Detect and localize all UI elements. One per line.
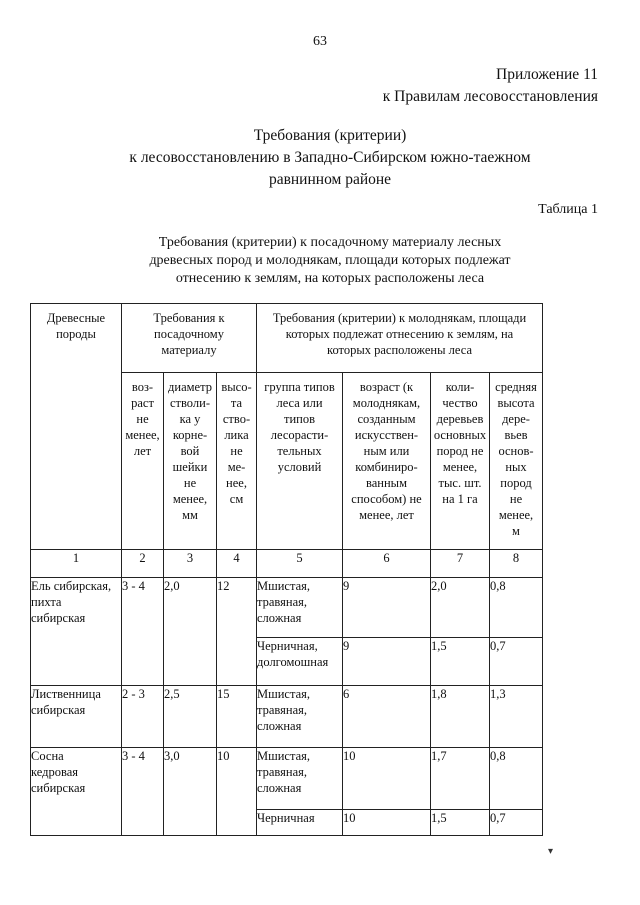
caption-line: древесных пород и молоднякам, площади которых подлежат [149, 253, 511, 268]
species-cell [31, 686, 122, 748]
cell-line: менее, [172, 492, 208, 506]
young-age-cell: 9 [343, 638, 431, 686]
cell-line: ка у [179, 412, 201, 426]
header-age [122, 373, 164, 550]
cell-line: не [136, 412, 149, 426]
cell-line: Ель сибирская, [31, 579, 112, 593]
cell-line: пихта [31, 595, 62, 609]
column-number: 2 [122, 550, 164, 578]
diameter-cell: 2,5 [164, 686, 217, 748]
column-number: 5 [257, 550, 343, 578]
cell-line: которых расположены леса [327, 343, 472, 357]
cell-line: не [509, 492, 523, 506]
cell-line: типов [284, 412, 315, 426]
header-species [31, 304, 122, 550]
cell-line: сибирская [31, 703, 86, 717]
cell-line: созданным [357, 412, 416, 426]
cell-line: травяная, [257, 595, 308, 609]
cell-line: не [230, 444, 243, 458]
average-height-cell: 0,8 [490, 748, 543, 810]
cell-line: сибирская [31, 781, 86, 795]
cell-line: материалу [161, 343, 217, 357]
page-number: 63 [313, 34, 327, 49]
column-numbers-row [31, 550, 543, 578]
forest-type-cell [257, 686, 343, 748]
cell-line: сибирская [31, 611, 86, 625]
forest-type-cell [257, 748, 343, 810]
cell-line: способом) не [351, 492, 422, 506]
table-label: Таблица 1 [538, 202, 598, 217]
average-height-cell: 0,7 [490, 638, 543, 686]
cell-line: вьев [504, 428, 528, 442]
cell-line: молоднякам, [352, 396, 421, 410]
cell-line: Черничная [257, 811, 315, 825]
height-cell: 12 [217, 578, 257, 686]
cell-line: комбиниро- [355, 460, 418, 474]
cell-line: Мшистая, [257, 749, 311, 763]
cell-line: Сосна [31, 749, 64, 763]
young-age-cell: 6 [343, 686, 431, 748]
cell-line: травяная, [257, 703, 308, 717]
average-height-cell: 1,3 [490, 686, 543, 748]
cell-line: лика [224, 428, 249, 442]
column-number: 6 [343, 550, 431, 578]
cell-line: искусствен- [354, 428, 419, 442]
tree-count-cell: 2,0 [431, 578, 490, 638]
cell-line: которых подлежат отнесению к землям, на [285, 327, 514, 341]
table-caption [120, 234, 540, 288]
cell-line: лесорасти- [270, 428, 329, 442]
cell-line: Древесные [46, 311, 106, 325]
forest-type-cell [257, 578, 343, 638]
cell-line: ме- [227, 460, 246, 474]
annex-heading [383, 64, 598, 108]
cell-line: лет [133, 444, 152, 458]
cell-line: посадочному [154, 327, 224, 341]
table-row [31, 748, 543, 810]
age-cell: 3 - 4 [122, 578, 164, 686]
requirements-table [30, 303, 543, 836]
cell-line: та [230, 396, 243, 410]
header-young-stands [257, 304, 543, 373]
young-age-cell: 10 [343, 748, 431, 810]
tree-count-cell: 1,7 [431, 748, 490, 810]
cell-line: условий [277, 460, 322, 474]
cell-line: ным или [363, 444, 410, 458]
cell-line: группа типов [264, 380, 335, 394]
caption-line: Требования (критерии) к посадочному материалу лесных [158, 235, 502, 250]
cell-line: шейки [172, 460, 208, 474]
cell-line: сложная [257, 611, 302, 625]
header-average-height [490, 373, 543, 550]
cell-line: чество [442, 396, 478, 410]
cell-line: основ- [498, 444, 534, 458]
cell-line: средняя [495, 380, 537, 394]
cell-line: не [183, 476, 197, 490]
cell-line: менее, лет [359, 508, 414, 522]
column-number: 8 [490, 550, 543, 578]
scan-mark: ▾ [548, 846, 554, 857]
title-line: равнинном районе [268, 171, 392, 188]
cell-line: стволи- [169, 396, 210, 410]
title-line: Требования (критерии) [253, 127, 407, 144]
diameter-cell: 3,0 [164, 748, 217, 836]
column-number: 3 [164, 550, 217, 578]
cell-line: пород [500, 476, 532, 490]
column-number: 4 [217, 550, 257, 578]
cell-line: менее, [442, 460, 478, 474]
cell-line: возраст (к [359, 380, 414, 394]
cell-line: тельных [277, 444, 322, 458]
cell-line: Требования (критерии) к молоднякам, площади [272, 311, 527, 325]
header-forest-type [257, 373, 343, 550]
annex-line: к Правилам лесовосстановления [382, 88, 598, 105]
young-age-cell: 10 [343, 810, 431, 836]
cell-line: раст [131, 396, 154, 410]
cell-line: породы [56, 327, 96, 341]
species-cell [31, 748, 122, 836]
cell-line: вой [180, 444, 200, 458]
cell-line: на 1 га [442, 492, 478, 506]
table-row [31, 686, 543, 748]
cell-line: корне- [172, 428, 208, 442]
cell-line: нее, [226, 476, 247, 490]
tree-count-cell: 1,5 [431, 638, 490, 686]
height-cell: 10 [217, 748, 257, 836]
header-row-top [31, 304, 543, 373]
cell-line: долгомошная [257, 655, 329, 669]
tree-count-cell: 1,8 [431, 686, 490, 748]
header-diameter [164, 373, 217, 550]
cell-line: ных [505, 460, 527, 474]
cell-line: см [229, 492, 244, 506]
title-line: к лесовосстановлению в Западно-Сибирском южно-таежном [129, 149, 531, 166]
age-cell: 2 - 3 [122, 686, 164, 748]
tree-count-cell: 1,5 [431, 810, 490, 836]
cell-line: менее, [125, 428, 160, 442]
diameter-cell: 2,0 [164, 578, 217, 686]
cell-line: высо- [221, 380, 252, 394]
cell-line: высота [497, 396, 535, 410]
cell-line: м [512, 524, 520, 538]
header-height [217, 373, 257, 550]
species-cell [31, 578, 122, 686]
table-row [31, 578, 543, 638]
average-height-cell: 0,8 [490, 578, 543, 638]
cell-line: Мшистая, [257, 687, 311, 701]
cell-line: диаметр [168, 380, 212, 394]
cell-line: мм [182, 508, 198, 522]
forest-type-cell [257, 638, 343, 686]
caption-line: отнесению к землям, на которых расположены леса [175, 271, 485, 286]
average-height-cell: 0,7 [490, 810, 543, 836]
cell-line: пород не [436, 444, 484, 458]
cell-line: ванным [366, 476, 407, 490]
cell-line: тыс. шт. [438, 476, 482, 490]
cell-line: травяная, [257, 765, 308, 779]
annex-line: Приложение 11 [496, 66, 598, 83]
cell-line: воз- [131, 380, 154, 394]
column-number: 1 [31, 550, 122, 578]
cell-line: коли- [445, 380, 475, 394]
cell-line: деревьев [436, 412, 484, 426]
cell-line: менее, [498, 508, 534, 522]
cell-line: Мшистая, [257, 579, 311, 593]
cell-line: кедровая [31, 765, 79, 779]
cell-line: леса или [276, 396, 323, 410]
cell-line: Черничная, [257, 639, 318, 653]
cell-line: сложная [257, 781, 302, 795]
header-planting-material [122, 304, 257, 373]
header-young-age [343, 373, 431, 550]
young-age-cell: 9 [343, 578, 431, 638]
cell-line: ство- [222, 412, 251, 426]
age-cell: 3 - 4 [122, 748, 164, 836]
document-title [60, 125, 600, 191]
cell-line: дере- [502, 412, 530, 426]
forest-type-cell [257, 810, 343, 836]
cell-line: основных [433, 428, 487, 442]
cell-line: сложная [257, 719, 302, 733]
header-tree-count [431, 373, 490, 550]
cell-line: Лиственница [31, 687, 101, 701]
cell-line: Требования к [153, 311, 225, 325]
column-number: 7 [431, 550, 490, 578]
height-cell: 15 [217, 686, 257, 748]
